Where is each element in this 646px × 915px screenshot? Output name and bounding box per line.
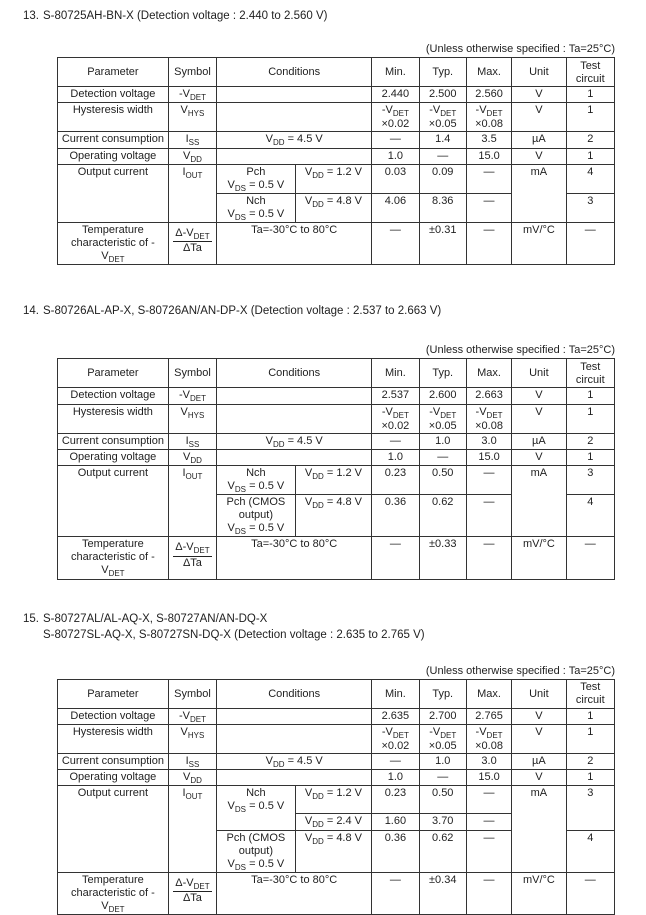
cell-unit: mA: [512, 466, 566, 537]
cell-test-circuit: 3: [566, 466, 614, 495]
cell-min: 2.537: [372, 388, 419, 404]
fraction-symbol: $\frac{\Delta-V_{DET}}{\text{ΔTa}}$: [175, 227, 210, 255]
cell-typ: —: [419, 770, 466, 786]
cell-unit: µA: [512, 433, 566, 449]
header-min: Min.: [372, 679, 419, 708]
electrical-characteristics-table: [57, 57, 615, 265]
cell-conditions: [217, 388, 372, 404]
table-row: [58, 148, 615, 164]
cell-typ: $-V_{DET}$ ×0.05: [419, 724, 466, 753]
table-row: [58, 724, 615, 753]
cell-symbol: $V_{HYS}$: [168, 103, 216, 132]
cell-unit: V: [512, 148, 566, 164]
cell-test-circuit: 1: [566, 388, 614, 404]
cell-conditions: $V_{DD} = 4.5$ V: [217, 132, 372, 148]
cell-test-circuit: 4: [566, 164, 614, 193]
cell-max: 2.765: [466, 708, 511, 724]
cell-conditions: [217, 148, 372, 164]
header-symbol: Symbol: [168, 679, 216, 708]
section-13: [0, 8, 646, 265]
cell-min: 2.440: [372, 87, 419, 103]
cell-symbol: $-V_{DET}$: [168, 87, 216, 103]
cell-test-circuit: 2: [566, 433, 614, 449]
cell-max: 3.0: [466, 433, 511, 449]
cell-typ: 0.50: [419, 466, 466, 495]
cell-unit: mV/°C: [512, 537, 566, 579]
cell-typ: $-V_{DET}$ ×0.05: [419, 404, 466, 433]
cell-min: —: [372, 433, 419, 449]
cell-max: —: [466, 872, 511, 914]
cell-conditions: [217, 87, 372, 103]
section-number: 13.: [23, 10, 39, 22]
cell-condition-device: Pch $V_{DS} = 0.5$ V: [217, 164, 296, 193]
cell-min: 1.0: [372, 770, 419, 786]
cell-conditions: [217, 404, 372, 433]
cell-unit: mA: [512, 164, 566, 222]
cell-test-circuit: 1: [566, 103, 614, 132]
cell-parameter: Output current: [58, 786, 169, 872]
cell-typ: ±0.33: [419, 537, 466, 579]
header-max: Max.: [466, 58, 511, 87]
table-header-row: [58, 359, 615, 388]
cell-min: 0.23: [372, 466, 419, 495]
cell-symbol: $I_{OUT}$: [168, 164, 216, 222]
cell-typ: 2.500: [419, 87, 466, 103]
header-unit: Unit: [512, 359, 566, 388]
cell-typ: —: [419, 148, 466, 164]
cell-test-circuit: 1: [566, 87, 614, 103]
cell-unit: V: [512, 388, 566, 404]
header-conditions: Conditions: [217, 679, 372, 708]
section-heading: [0, 611, 646, 643]
cell-min: —: [372, 754, 419, 770]
header-test-circuit: Test circuit: [566, 359, 614, 388]
cell-max: —: [466, 786, 511, 814]
cell-parameter: Current consumption: [58, 754, 169, 770]
cell-max: 3.5: [466, 132, 511, 148]
cell-typ: 1.4: [419, 132, 466, 148]
cell-symbol: $V_{HYS}$: [168, 404, 216, 433]
unless-otherwise-note: (Unless otherwise specified : Ta=25°C): [425, 664, 615, 677]
cell-unit: V: [512, 449, 566, 465]
cell-conditions: [217, 103, 372, 132]
cell-condition-device: Nch $V_{DS} = 0.5$ V: [217, 786, 296, 830]
cell-min: $-V_{DET}$ ×0.02: [372, 103, 419, 132]
cell-unit: µA: [512, 132, 566, 148]
cell-parameter: Detection voltage: [58, 388, 169, 404]
cell-test-circuit: 3: [566, 786, 614, 830]
cell-min: $-V_{DET}$ ×0.02: [372, 724, 419, 753]
table-row: [58, 770, 615, 786]
cell-symbol: $-V_{DET}$: [168, 388, 216, 404]
cell-min: $-V_{DET}$ ×0.02: [372, 404, 419, 433]
table-row: [58, 708, 615, 724]
cell-test-circuit: 3: [566, 193, 614, 222]
header-symbol: Symbol: [168, 359, 216, 388]
table-row: [58, 466, 615, 495]
cell-max: 15.0: [466, 770, 511, 786]
cell-symbol: $I_{SS}$: [168, 754, 216, 770]
cell-parameter: Operating voltage: [58, 770, 169, 786]
table-row: [58, 786, 615, 814]
section-number: 15.: [23, 612, 39, 625]
header-symbol: Symbol: [168, 58, 216, 87]
cell-min: 1.60: [372, 814, 419, 830]
cell-condition-vdd: $V_{DD} = 1.2$ V: [295, 164, 372, 193]
cell-condition-vdd: $V_{DD} = 4.8$ V: [295, 193, 372, 222]
header-typ: Typ.: [419, 359, 466, 388]
header-parameter: Parameter: [58, 359, 169, 388]
table-row: [58, 87, 615, 103]
cell-min: 2.635: [372, 708, 419, 724]
header-conditions: Conditions: [217, 58, 372, 87]
section-title: S-80727AL/AL-AQ-X, S-80727AN/AN-DQ-X S-80727SL-AQ-X, S-80727SN-DQ-X (Detection voltage : 2.635 to 2.765 V): [43, 612, 425, 641]
table-row: [58, 164, 615, 193]
cell-max: 15.0: [466, 148, 511, 164]
cell-conditions: Ta=-30°C to 80°C: [217, 872, 372, 914]
cell-conditions: $V_{DD} = 4.5$ V: [217, 754, 372, 770]
cell-typ: 0.62: [419, 495, 466, 537]
cell-max: —: [466, 495, 511, 537]
cell-test-circuit: —: [566, 223, 614, 265]
cell-max: —: [466, 466, 511, 495]
cell-min: —: [372, 537, 419, 579]
cell-condition-vdd: $V_{DD} = 4.8$ V: [295, 830, 372, 872]
cell-parameter: Detection voltage: [58, 708, 169, 724]
cell-typ: 3.70: [419, 814, 466, 830]
cell-max: $-V_{DET}$ ×0.08: [466, 103, 511, 132]
cell-condition-device: Pch (CMOS output) $V_{DS} = 0.5$ V: [217, 495, 296, 537]
section-number: 14.: [23, 305, 39, 318]
header-unit: Unit: [512, 679, 566, 708]
cell-condition-vdd: $V_{DD} = 4.8$ V: [295, 495, 372, 537]
section-15: [0, 611, 646, 915]
cell-unit: V: [512, 404, 566, 433]
cell-min: 4.06: [372, 193, 419, 222]
cell-typ: —: [419, 449, 466, 465]
cell-max: —: [466, 537, 511, 579]
cell-test-circuit: 2: [566, 754, 614, 770]
cell-test-circuit: 1: [566, 404, 614, 433]
cell-symbol: $I_{OUT}$: [168, 786, 216, 872]
header-conditions: Conditions: [217, 359, 372, 388]
section-heading: [0, 303, 646, 319]
cell-min: 1.0: [372, 449, 419, 465]
cell-test-circuit: 1: [566, 708, 614, 724]
cell-symbol: $I_{SS}$: [168, 433, 216, 449]
cell-test-circuit: 4: [566, 495, 614, 537]
cell-condition-vdd: $V_{DD} = 2.4$ V: [295, 814, 372, 830]
cell-parameter: Hysteresis width: [58, 404, 169, 433]
cell-min: —: [372, 872, 419, 914]
cell-condition-device: Pch (CMOS output) $V_{DS} = 0.5$ V: [217, 830, 296, 872]
cell-min: 0.03: [372, 164, 419, 193]
cell-min: 0.36: [372, 830, 419, 872]
section-heading: [0, 8, 646, 24]
fraction-symbol: $\frac{\Delta-V_{DET}}{\text{ΔTa}}$: [175, 876, 210, 904]
cell-symbol: [168, 537, 216, 579]
unless-otherwise-note: (Unless otherwise specified : Ta=25°C): [425, 344, 615, 357]
cell-typ: 0.50: [419, 786, 466, 814]
cell-condition-device: Nch $V_{DS} = 0.5$ V: [217, 193, 296, 222]
cell-max: —: [466, 814, 511, 830]
cell-typ: $-V_{DET}$ ×0.05: [419, 103, 466, 132]
cell-max: —: [466, 164, 511, 193]
fraction-symbol: $\frac{\Delta-V_{DET}}{\text{ΔTa}}$: [175, 541, 210, 569]
table-row: [58, 103, 615, 132]
cell-conditions: [217, 449, 372, 465]
cell-conditions: [217, 770, 372, 786]
table-row: [58, 449, 615, 465]
cell-unit: mV/°C: [512, 872, 566, 914]
cell-max: —: [466, 830, 511, 872]
table-row: [58, 537, 615, 579]
cell-max: —: [466, 193, 511, 222]
cell-parameter: Current consumption: [58, 433, 169, 449]
cell-test-circuit: —: [566, 537, 614, 579]
header-test-circuit: Test circuit: [566, 58, 614, 87]
electrical-characteristics-table: [57, 358, 615, 579]
cell-max: 2.560: [466, 87, 511, 103]
cell-parameter: Output current: [58, 466, 169, 537]
header-test-circuit: Test circuit: [566, 679, 614, 708]
cell-test-circuit: 1: [566, 148, 614, 164]
cell-condition-device: Nch $V_{DS} = 0.5$ V: [217, 466, 296, 495]
cell-max: $-V_{DET}$ ×0.08: [466, 724, 511, 753]
header-max: Max.: [466, 679, 511, 708]
cell-symbol: $I_{OUT}$: [168, 466, 216, 537]
cell-symbol: $I_{SS}$: [168, 132, 216, 148]
unless-otherwise-note: (Unless otherwise specified : Ta=25°C): [425, 43, 615, 55]
header-parameter: Parameter: [58, 679, 169, 708]
table-row: [58, 433, 615, 449]
header-min: Min.: [372, 359, 419, 388]
cell-symbol: $V_{DD}$: [168, 148, 216, 164]
cell-unit: V: [512, 87, 566, 103]
cell-typ: 8.36: [419, 193, 466, 222]
cell-min: —: [372, 223, 419, 265]
cell-min: 0.36: [372, 495, 419, 537]
cell-symbol: $-V_{DET}$: [168, 708, 216, 724]
cell-conditions: Ta=-30°C to 80°C: [217, 537, 372, 579]
cell-symbol: $V_{DD}$: [168, 770, 216, 786]
table-row: [58, 388, 615, 404]
cell-test-circuit: 4: [566, 830, 614, 872]
cell-condition-vdd: $V_{DD} = 1.2$ V: [295, 466, 372, 495]
cell-min: 1.0: [372, 148, 419, 164]
cell-parameter: Output current: [58, 164, 169, 222]
cell-parameter: Detection voltage: [58, 87, 169, 103]
cell-conditions: Ta=-30°C to 80°C: [217, 223, 372, 265]
table-header-row: [58, 679, 615, 708]
cell-conditions: $V_{DD} = 4.5$ V: [217, 433, 372, 449]
cell-parameter: Current consumption: [58, 132, 169, 148]
header-typ: Typ.: [419, 58, 466, 87]
table-row: [58, 754, 615, 770]
cell-typ: ±0.34: [419, 872, 466, 914]
table-row: [58, 132, 615, 148]
cell-min: 0.23: [372, 786, 419, 814]
electrical-characteristics-table: [57, 679, 615, 915]
cell-parameter: Temperature characteristic of - $V_{DET}$: [58, 223, 169, 265]
cell-condition-vdd: $V_{DD} = 1.2$ V: [295, 786, 372, 814]
cell-parameter: Temperature characteristic of - $V_{DET}$: [58, 872, 169, 914]
cell-test-circuit: 1: [566, 724, 614, 753]
header-min: Min.: [372, 58, 419, 87]
section-14: [0, 303, 646, 579]
cell-typ: 2.600: [419, 388, 466, 404]
cell-parameter: Hysteresis width: [58, 724, 169, 753]
cell-typ: 1.0: [419, 754, 466, 770]
cell-symbol: $V_{HYS}$: [168, 724, 216, 753]
table-row: [58, 223, 615, 265]
cell-test-circuit: 2: [566, 132, 614, 148]
cell-parameter: Operating voltage: [58, 148, 169, 164]
cell-unit: V: [512, 724, 566, 753]
cell-min: —: [372, 132, 419, 148]
cell-unit: mV/°C: [512, 223, 566, 265]
cell-max: $-V_{DET}$ ×0.08: [466, 404, 511, 433]
cell-test-circuit: 1: [566, 770, 614, 786]
table-row: [58, 404, 615, 433]
header-max: Max.: [466, 359, 511, 388]
cell-unit: V: [512, 708, 566, 724]
cell-parameter: Temperature characteristic of - $V_{DET}$: [58, 537, 169, 579]
cell-conditions: [217, 708, 372, 724]
section-title: S-80726AL-AP-X, S-80726AN/AN-DP-X (Detection voltage : 2.537 to 2.663 V): [43, 305, 442, 318]
cell-symbol: [168, 223, 216, 265]
cell-conditions: [217, 724, 372, 753]
cell-max: 15.0: [466, 449, 511, 465]
cell-typ: ±0.31: [419, 223, 466, 265]
cell-parameter: Hysteresis width: [58, 103, 169, 132]
cell-typ: 2.700: [419, 708, 466, 724]
cell-max: 3.0: [466, 754, 511, 770]
cell-typ: 0.62: [419, 830, 466, 872]
cell-unit: V: [512, 770, 566, 786]
table-header-row: [58, 58, 615, 87]
cell-parameter: Operating voltage: [58, 449, 169, 465]
cell-typ: 0.09: [419, 164, 466, 193]
section-title: S-80725AH-BN-X (Detection voltage : 2.440 to 2.560 V): [43, 10, 328, 22]
cell-test-circuit: —: [566, 872, 614, 914]
cell-unit: mA: [512, 786, 566, 872]
cell-max: —: [466, 223, 511, 265]
header-parameter: Parameter: [58, 58, 169, 87]
header-typ: Typ.: [419, 679, 466, 708]
cell-test-circuit: 1: [566, 449, 614, 465]
cell-typ: 1.0: [419, 433, 466, 449]
cell-unit: V: [512, 103, 566, 132]
cell-max: 2.663: [466, 388, 511, 404]
cell-symbol: $V_{DD}$: [168, 449, 216, 465]
header-unit: Unit: [512, 58, 566, 87]
cell-unit: µA: [512, 754, 566, 770]
